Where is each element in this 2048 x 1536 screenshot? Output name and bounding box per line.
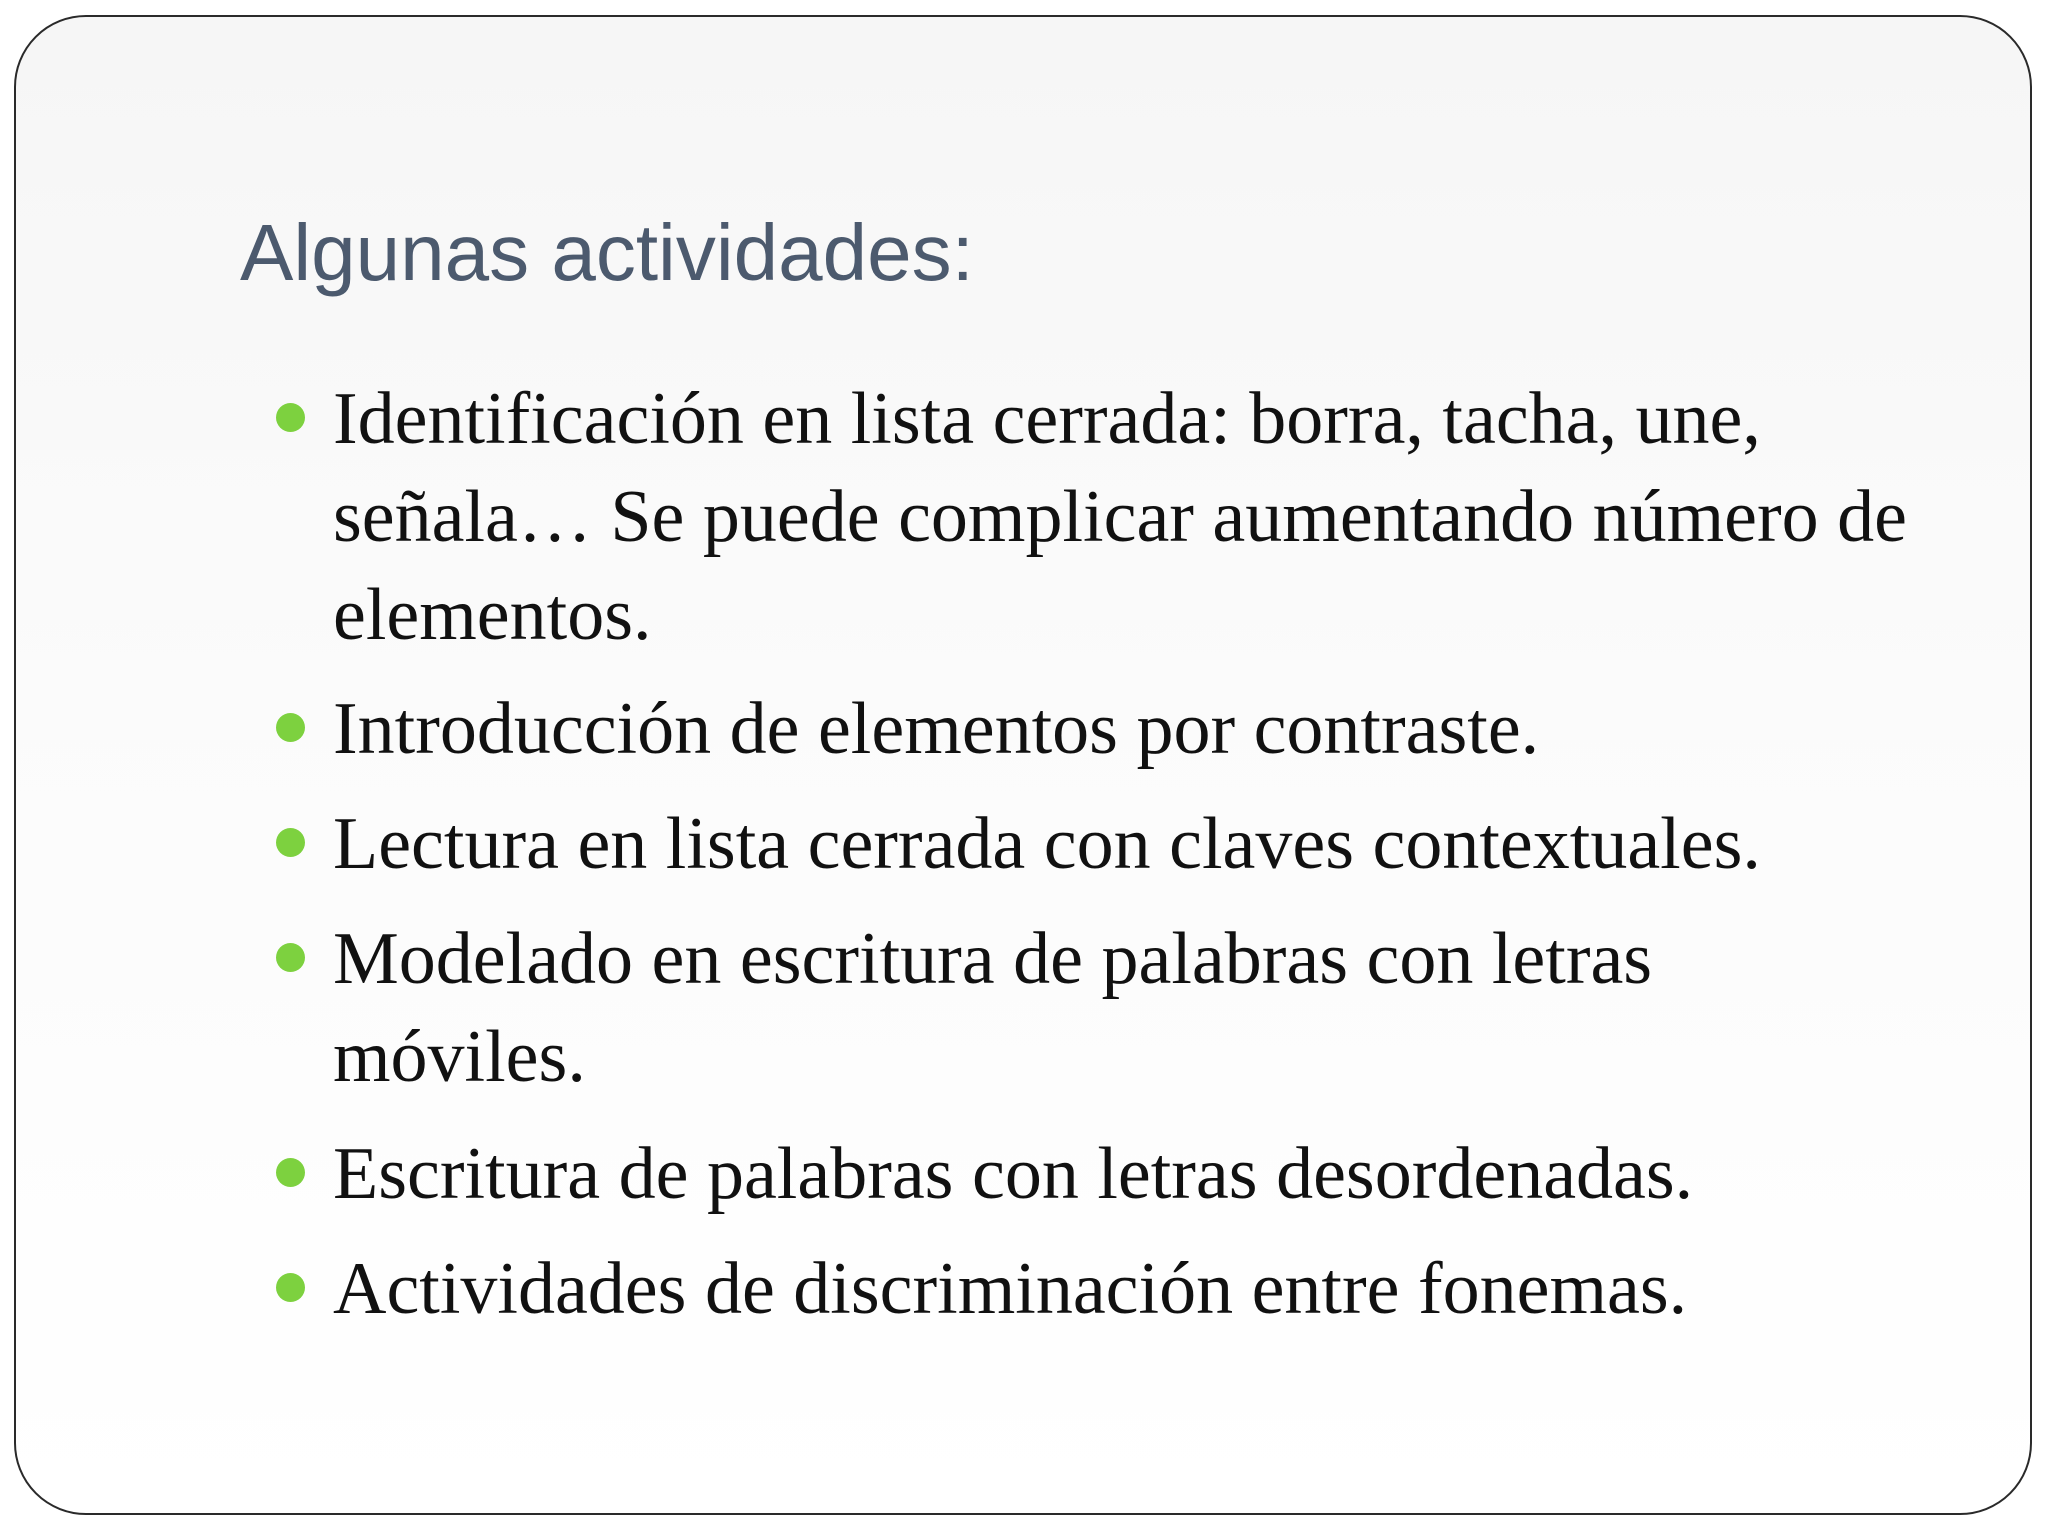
list-item-text: Introducción de elementos por contraste. <box>333 688 1540 770</box>
bullet-dot-icon <box>276 403 305 432</box>
bullet-dot-icon <box>276 943 305 972</box>
bullet-dot-icon <box>276 713 305 742</box>
list-item <box>333 680 1953 778</box>
bullet-dot-icon <box>276 1273 305 1302</box>
list-item-text: Identificación en lista cerrada: borra, tacha, une, señala… Se puede complicar aumentando número de elementos. <box>333 378 1907 656</box>
list-item <box>333 1125 1953 1223</box>
list-item-text: Escritura de palabras con letras desordenadas. <box>333 1133 1694 1215</box>
bullet-dot-icon <box>276 828 305 857</box>
list-item-text: Actividades de discriminación entre fonemas. <box>333 1248 1688 1330</box>
list-item <box>333 795 1953 893</box>
list-item <box>333 1240 1953 1338</box>
list-item-text: Lectura en lista cerrada con claves contextuales. <box>333 803 1761 885</box>
list-item-text: Modelado en escritura de palabras con letras móviles. <box>333 918 1653 1098</box>
list-item <box>333 910 1833 1106</box>
slide-title: Algunas actividades: <box>240 208 974 297</box>
bullet-dot-icon <box>276 1158 305 1187</box>
list-item <box>333 370 1953 664</box>
